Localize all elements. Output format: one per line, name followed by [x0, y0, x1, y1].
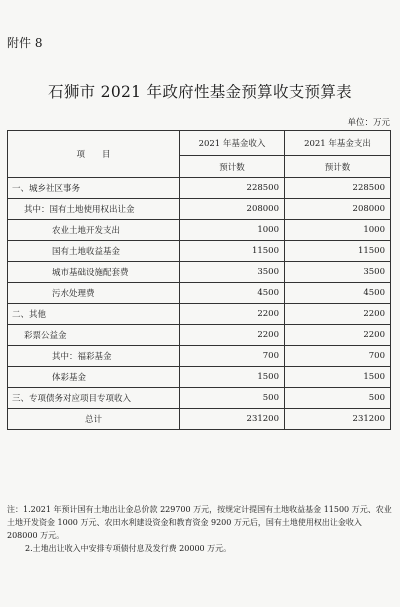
- row-item-label: 其中：福彩基金: [8, 346, 180, 367]
- unit-label: 单位：万元: [347, 118, 390, 128]
- row-expense-value: 208000: [285, 199, 391, 220]
- row-item-label: 其中：国有土地使用权出让金: [8, 199, 180, 220]
- row-income-value: 231200: [180, 409, 285, 430]
- table-row: [8, 325, 391, 346]
- row-expense-value: 700: [285, 346, 391, 367]
- row-expense-value: 1500: [285, 367, 391, 388]
- row-income-value: 2200: [180, 304, 285, 325]
- footnotes: [7, 503, 392, 555]
- page-title: 石狮市 2021 年政府性基金预算收支预算表: [48, 83, 352, 101]
- attachment-label: 附件 8: [7, 36, 43, 50]
- table-row: [8, 241, 391, 262]
- row-item-label: 国有土地收益基金: [8, 241, 180, 262]
- table-header-row-1: [8, 131, 391, 156]
- row-income-value: 4500: [180, 283, 285, 304]
- table-row: [8, 262, 391, 283]
- table-row: [8, 409, 391, 430]
- table-row: [8, 283, 391, 304]
- table-row: [8, 367, 391, 388]
- row-income-value: 1500: [180, 367, 285, 388]
- row-expense-value: 3500: [285, 262, 391, 283]
- header-expense: 2021 年基金支出: [285, 131, 391, 156]
- table-row: [8, 178, 391, 199]
- row-income-value: 11500: [180, 241, 285, 262]
- row-item-label: 城市基础设施配套费: [8, 262, 180, 283]
- budget-table: [7, 130, 391, 430]
- row-expense-value: 11500: [285, 241, 391, 262]
- row-item-label: 二、其他: [8, 304, 180, 325]
- row-item-label: 总计: [8, 409, 180, 430]
- row-income-value: 228500: [180, 178, 285, 199]
- header-expense-estimate: 预计数: [285, 156, 391, 178]
- row-item-label: 一、城乡社区事务: [8, 178, 180, 199]
- row-income-value: 1000: [180, 220, 285, 241]
- row-income-value: 208000: [180, 199, 285, 220]
- row-income-value: 500: [180, 388, 285, 409]
- row-expense-value: 228500: [285, 178, 391, 199]
- header-income: 2021 年基金收入: [180, 131, 285, 156]
- row-item-label: 体彩基金: [8, 367, 180, 388]
- row-income-value: 3500: [180, 262, 285, 283]
- row-expense-value: 500: [285, 388, 391, 409]
- header-item: 项 目: [8, 131, 180, 178]
- row-expense-value: 2200: [285, 304, 391, 325]
- row-item-label: 农业土地开发支出: [8, 220, 180, 241]
- row-expense-value: 2200: [285, 325, 391, 346]
- row-income-value: 700: [180, 346, 285, 367]
- table-row: [8, 220, 391, 241]
- row-expense-value: 231200: [285, 409, 391, 430]
- table-row: [8, 199, 391, 220]
- header-income-estimate: 预计数: [180, 156, 285, 178]
- row-expense-value: 4500: [285, 283, 391, 304]
- table-row: [8, 304, 391, 325]
- row-income-value: 2200: [180, 325, 285, 346]
- row-item-label: 三、专项债务对应项目专项收入: [8, 388, 180, 409]
- footnote-2: 2.土地出让收入中安排专项债付息及发行费 20000 万元。: [25, 544, 232, 553]
- row-expense-value: 1000: [285, 220, 391, 241]
- row-item-label: 彩票公益金: [8, 325, 180, 346]
- table-row: [8, 388, 391, 409]
- table-row: [8, 346, 391, 367]
- row-item-label: 污水处理费: [8, 283, 180, 304]
- footnote-1: 注：1.2021 年预计国有土地出让金总价款 229700 万元，按规定计提国有土地收益基金 11500 万元、农业土地开发资金 1000 万元、农田水利建设资金和教育资金 9200 万元后，国有土地使用权出让金收入 208000 万元。: [7, 505, 392, 540]
